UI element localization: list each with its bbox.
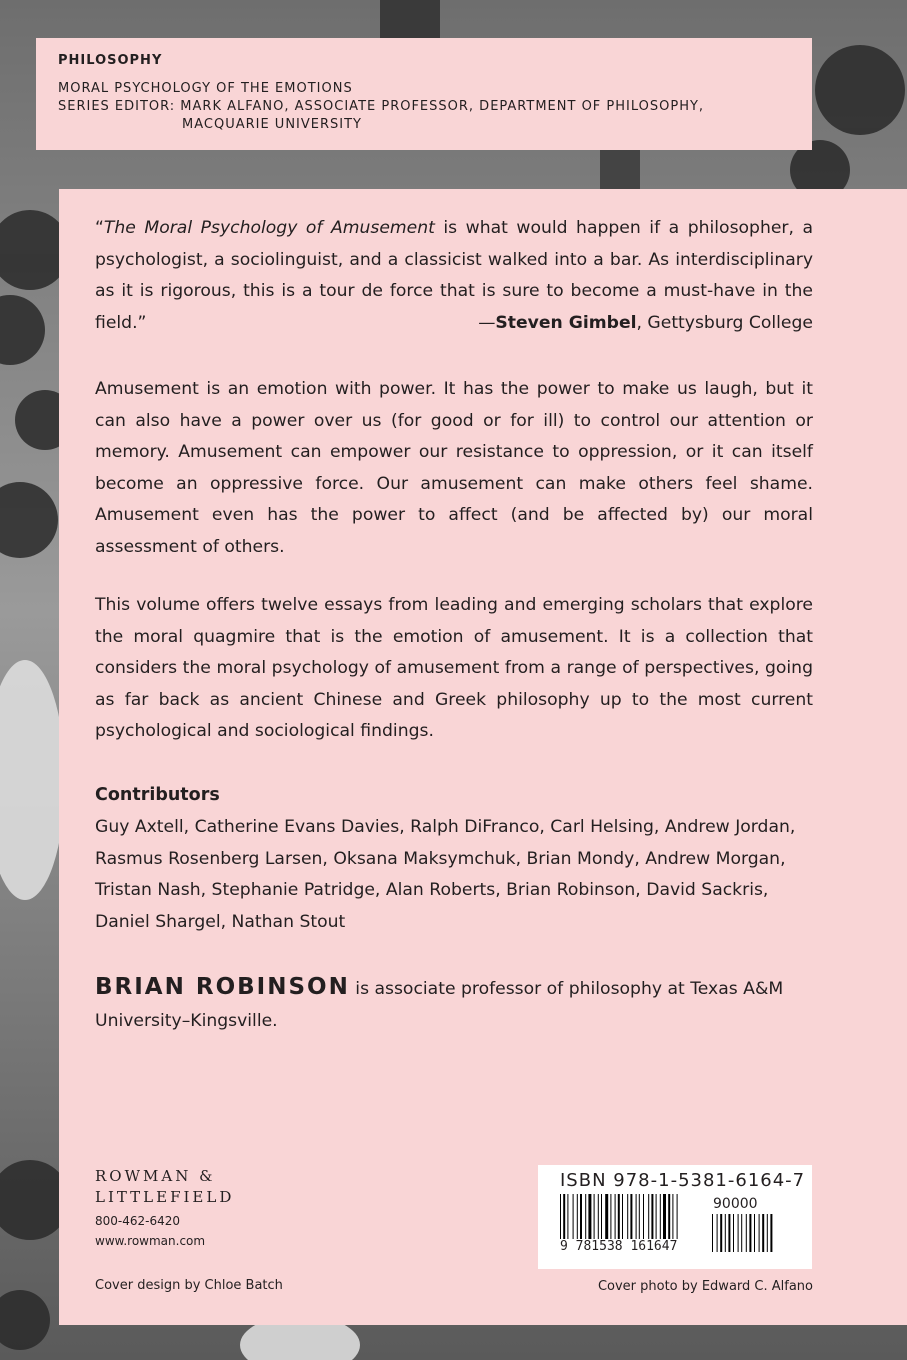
series-editor — [58, 98, 798, 134]
isbn-addon: 90000 — [713, 1196, 758, 1212]
back-cover-panel — [59, 189, 907, 1325]
endorsement-text: is what would happen if a philosopher, a psychologist, a sociolinguist, and a classicist walked into a bar. As interdisciplinary as it is rigorous, this is a tour de force that is sure to become a must-have in the field.” — [95, 218, 813, 333]
publisher-phone: 800-462-6420 — [95, 1214, 181, 1228]
open-quote: “ — [95, 218, 104, 238]
series-editor-line-1: SERIES EDITOR: MARK ALFANO, ASSOCIATE PROFESSOR, DEPARTMENT OF PHILOSOPHY, — [58, 99, 705, 114]
series-editor-line-2: MACQUARIE UNIVERSITY — [182, 117, 362, 132]
isbn-barcode — [538, 1165, 812, 1269]
contributors-heading: Contributors — [95, 785, 220, 805]
endorser-name: Steven Gimbel — [495, 313, 637, 333]
publisher-logo: ROWMAN & LITTLEFIELD — [95, 1167, 235, 1206]
description-paragraph-1: Amusement is an emotion with power. It has the power to make us laugh, but it can also have a power over us (for good or for ill) to control our attention or memory. Amusement can empower our resistance to oppression, or it can itself become an oppressive force. Our amusement can make others feel shame. Amusement even has the power to affect (and be affected by) our moral assessment of others. — [95, 379, 813, 557]
contributors-list: Guy Axtell, Catherine Evans Davies, Ralph DiFranco, Carl Helsing, Andrew Jordan, Rasmus Rosenberg Larsen, Oksana Maksymchuk, Brian Mondy, Andrew Morgan, Tristan Nash, Stephanie Patridge, Alan Roberts, Brian Robinson, David Sackris, Daniel Shargel, Nathan Stout — [95, 817, 796, 932]
isbn-digits: 9 781538 161647 — [560, 1239, 712, 1254]
book-title: The Moral Psychology of Amusement — [103, 218, 435, 238]
author-bio-text: is associate professor of philosophy at Texas A&M University–Kingsville. — [95, 979, 784, 1031]
cover-photo-credit: Cover photo by Edward C. Alfano — [597, 1279, 813, 1294]
cover-design-credit: Cover design by Chloe Batch — [95, 1278, 283, 1293]
publisher-website: www.rowman.com — [95, 1234, 206, 1248]
endorsement-attribution: —Steven Gimbel, Gettysburg College — [478, 313, 813, 333]
isbn-label: ISBN 978-1-5381-6164-7 — [560, 1170, 806, 1191]
series-title: MORAL PSYCHOLOGY OF THE EMOTIONS — [58, 81, 353, 96]
series-band — [36, 38, 812, 150]
author-name: BRIAN ROBINSON — [95, 974, 350, 1000]
endorser-affiliation: , Gettysburg College — [636, 313, 813, 333]
description-paragraph-2: This volume offers twelve essays from leading and emerging scholars that explore the moral quagmire that is the emotion of amusement. It is a collection that considers the moral psychology of amusement from a range of perspectives, going as far back as ancient Chinese and Greek philosophy up to the most current psychological and sociological findings. — [95, 595, 813, 742]
category-label: PHILOSOPHY — [58, 53, 163, 68]
author-bio — [95, 972, 813, 1037]
